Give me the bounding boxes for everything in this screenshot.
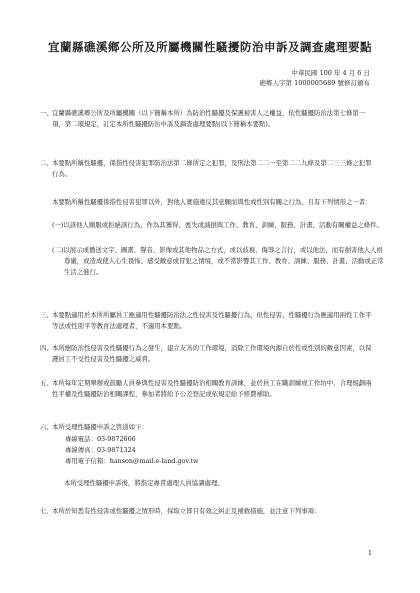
contact-fax: 專線傳真：03-9871324	[65, 446, 136, 454]
section-text: 本所應防治性侵害及性騷擾行為之發生，建立友善的工作環境，消除工作環境內源自於性或性別的敵意因素，以保護員工不受性侵害及性騷擾之威脅。	[52, 344, 372, 363]
section-6	[40, 422, 377, 433]
section-2-item-1	[52, 220, 389, 231]
section-text: 本要點適用於本所所屬員工應適用性騷擾防治法之性侵害及性騷擾行為，但性侵害、性騷擾行為應適用兩性工作平等法或性別平等教育法處理者，不適用本要點。	[52, 311, 372, 330]
section-text: 本所受理性騷擾申訴之管道如下：	[52, 423, 148, 431]
contact-phone: 專線電話：03-9872666	[65, 435, 136, 443]
section-7	[40, 506, 377, 517]
section-number: 六、	[40, 423, 53, 431]
document-number: 礁鄉人字第 1000005689 號修訂頒布	[259, 79, 370, 87]
section-1	[40, 108, 377, 130]
section-number: 七、	[40, 507, 53, 515]
section-number: 一、	[40, 109, 53, 117]
section-text: 宜蘭縣礁溪鄉公所及所屬機關（以下簡稱本所）為防治性騷擾及保護被害人之權益，依性騷擾防治法第七條第一項，第二項規定，訂定本所性騷擾防治申訴及調查處理要點(以下簡稱本要點)。	[52, 109, 366, 128]
section-number: 三、	[40, 311, 53, 319]
document-title: 宜蘭縣礁溪鄉公所及所屬機關性騷擾防治申訴及調查處理要點	[48, 40, 372, 54]
section-2	[40, 158, 377, 180]
section-text: 本所於知悉有性侵害或性騷擾之情形時，採取立即且有效之糾正及補救措施，並注意下列事項：	[52, 507, 321, 515]
section-number: 二、	[40, 159, 53, 167]
section-text: 本要點所稱性騷擾，係指性侵害犯罪防治法第二條所定之犯罪，及刑法第二二一至第二二九條及第二三三條之犯罪行為。	[52, 159, 372, 178]
section-5	[40, 378, 377, 400]
section-number: 五、	[40, 379, 53, 387]
contact-email: 專用電子信箱：hanson@mail.e-land.gov.tw	[65, 457, 199, 465]
issue-date: 中華民國 100 年 4 月 6 日	[291, 69, 370, 77]
section-4	[40, 343, 377, 365]
section-text: (二)以展示或播送文字、圖畫、聲音、影像或其他物品之方式，或以歧視、侮辱之言行，或以他法，而有損害他人人格尊嚴，或造成使人心生畏怖、感受敵意或冒犯之情境，或不當影響其工作、教育、訓練、服務、計畫、活動或正常生活之進行。	[52, 246, 384, 276]
page-number: 1	[368, 550, 372, 557]
section-number: 四、	[40, 344, 53, 352]
section-3	[40, 310, 377, 332]
section-text: (一)以該他人順服或拒絕該行為，作為其獲得、喪失或減損與工作、教育、訓練、服務、計畫、活動有關權益之條件。	[52, 221, 383, 229]
section-text: 本所每年定期舉辦或鼓勵人員參與性侵害及性騷擾防治相關教育訓練，並於員工在職訓練或工作坊中，合理規劃兩性平權及性騷擾防治相關課程，參加者將給予公差登記或依規定給予經費補助。	[52, 379, 372, 398]
section-2-definition	[52, 197, 377, 208]
contact-list	[52, 434, 377, 467]
section-text: 本所受理性騷擾申訴後，將指定專責處理人員協調處理。	[64, 479, 224, 487]
section-6-handler	[64, 478, 377, 489]
section-2-item-2	[52, 245, 389, 278]
section-text: 本要點所稱性騷擾係指性侵害犯罪以外，對他人實施違反其意願而與性或性別有關之行為，且有下列情形之一者：	[52, 198, 372, 206]
